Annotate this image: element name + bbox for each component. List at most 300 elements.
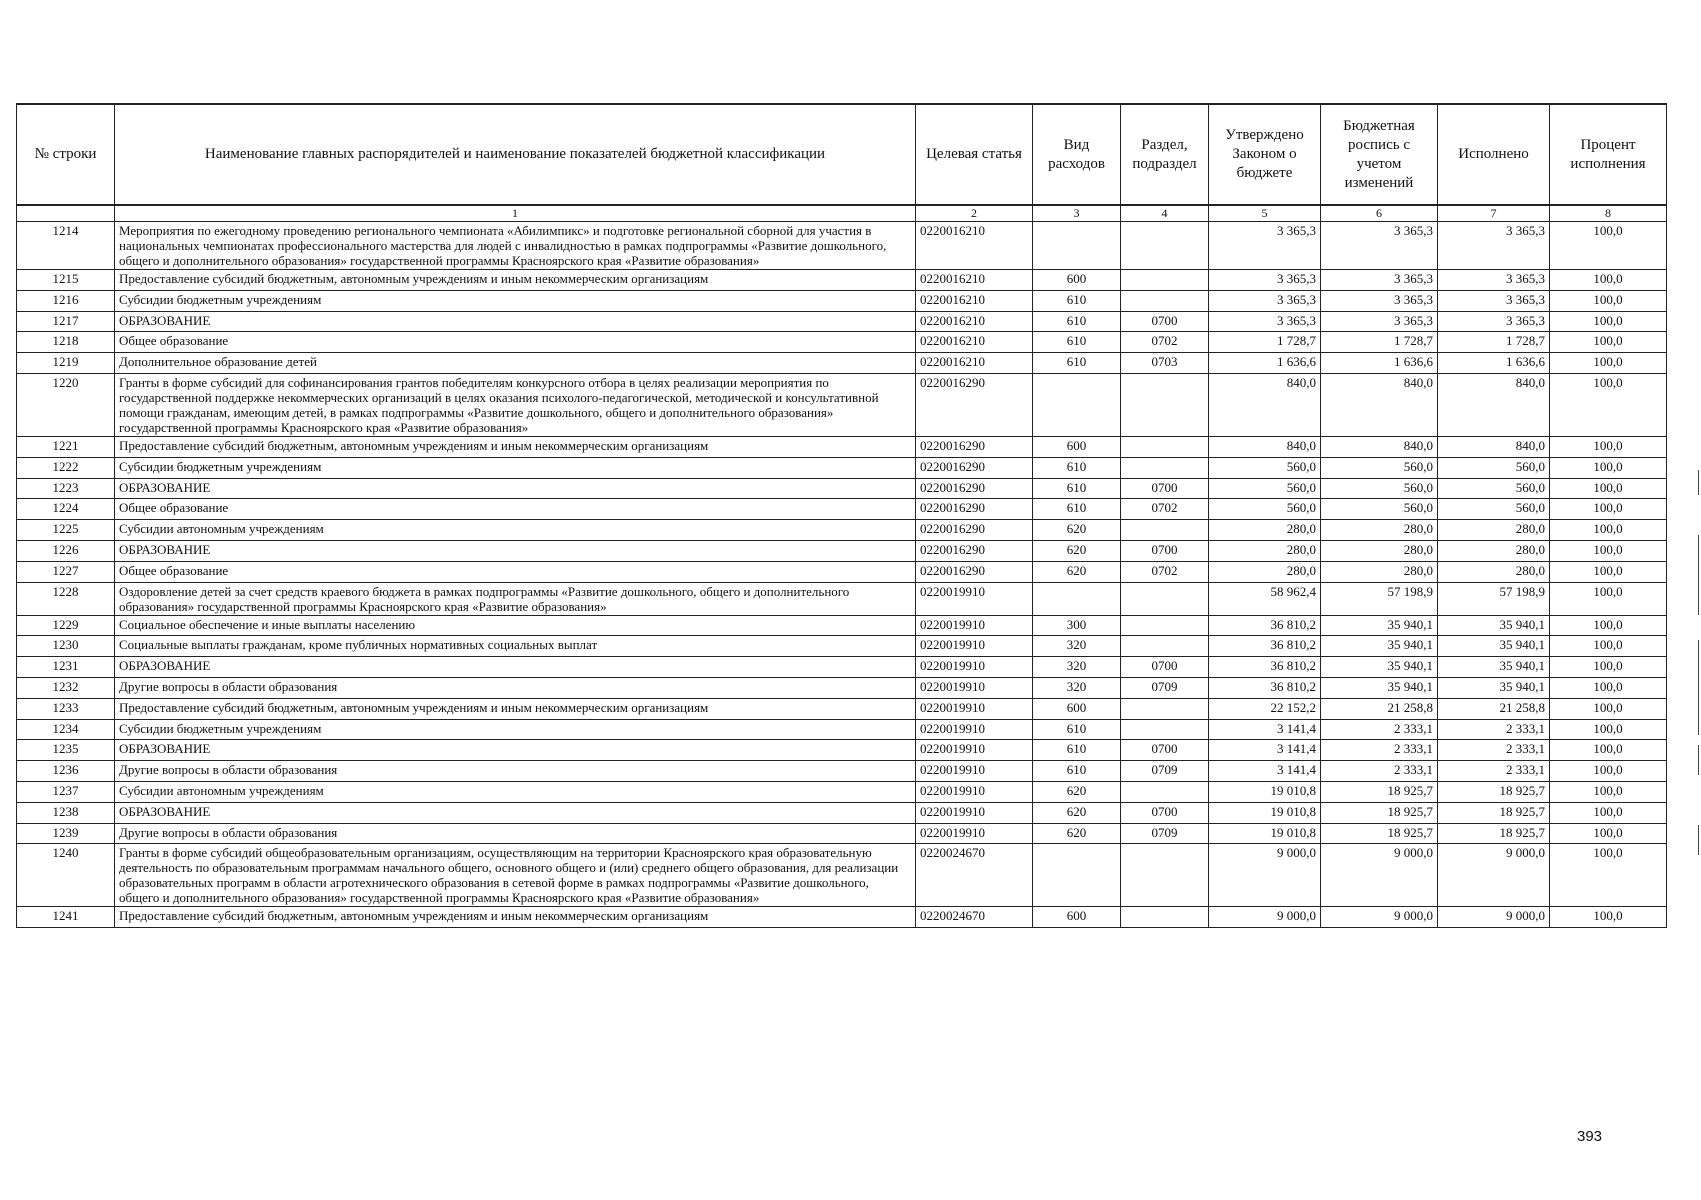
budget-list-cell: 9 000,0 — [1321, 907, 1438, 928]
row-number-cell: 1239 — [17, 823, 115, 844]
approved-cell: 3 141,4 — [1209, 740, 1321, 761]
target-article-cell: 0220016290 — [916, 457, 1033, 478]
percent-cell: 100,0 — [1550, 781, 1667, 802]
section-cell — [1121, 222, 1209, 270]
header-row-num: № строки — [17, 104, 115, 205]
row-number-cell: 1231 — [17, 657, 115, 678]
table-row — [17, 290, 1667, 311]
row-number-cell: 1219 — [17, 353, 115, 374]
table-row — [17, 373, 1667, 436]
budget-table — [16, 103, 1667, 928]
approved-cell: 3 365,3 — [1209, 311, 1321, 332]
table-row — [17, 478, 1667, 499]
row-number-cell: 1223 — [17, 478, 115, 499]
scan-edge-mark — [1698, 470, 1699, 495]
approved-cell: 3 365,3 — [1209, 222, 1321, 270]
table-row — [17, 561, 1667, 582]
percent-cell: 100,0 — [1550, 677, 1667, 698]
header-approved: Утверждено Законом о бюджете — [1209, 104, 1321, 205]
approved-cell: 280,0 — [1209, 540, 1321, 561]
table-row — [17, 332, 1667, 353]
expense-type-cell: 610 — [1033, 740, 1121, 761]
expense-type-cell — [1033, 222, 1121, 270]
budget-list-cell: 35 940,1 — [1321, 657, 1438, 678]
budget-list-cell: 18 925,7 — [1321, 823, 1438, 844]
indicator-name-cell: Предоставление субсидий бюджетным, автономным учреждениям и иным некоммерческим организациям — [115, 698, 916, 719]
row-number-cell: 1229 — [17, 615, 115, 636]
indicator-name-cell: ОБРАЗОВАНИЕ — [115, 540, 916, 561]
indicator-name-cell: ОБРАЗОВАНИЕ — [115, 478, 916, 499]
row-number-cell: 1232 — [17, 677, 115, 698]
percent-cell: 100,0 — [1550, 270, 1667, 291]
approved-cell: 3 141,4 — [1209, 719, 1321, 740]
row-number-cell: 1230 — [17, 636, 115, 657]
percent-cell: 100,0 — [1550, 499, 1667, 520]
section-cell — [1121, 636, 1209, 657]
table-row — [17, 657, 1667, 678]
target-article-cell: 0220019910 — [916, 698, 1033, 719]
section-cell: 0709 — [1121, 823, 1209, 844]
section-cell — [1121, 615, 1209, 636]
table-row — [17, 436, 1667, 457]
percent-cell: 100,0 — [1550, 436, 1667, 457]
budget-list-cell: 280,0 — [1321, 520, 1438, 541]
percent-cell: 100,0 — [1550, 582, 1667, 615]
target-article-cell: 0220016290 — [916, 499, 1033, 520]
indicator-name-cell: Другие вопросы в области образования — [115, 823, 916, 844]
indicator-name-cell: Субсидии автономным учреждениям — [115, 781, 916, 802]
expense-type-cell: 610 — [1033, 761, 1121, 782]
expense-type-cell: 300 — [1033, 615, 1121, 636]
section-cell: 0709 — [1121, 677, 1209, 698]
budget-list-cell: 1 636,6 — [1321, 353, 1438, 374]
target-article-cell: 0220016290 — [916, 436, 1033, 457]
indicator-name-cell: ОБРАЗОВАНИЕ — [115, 311, 916, 332]
header-name: Наименование главных распорядителей и наименование показателей бюджетной классификации — [115, 104, 916, 205]
row-number-cell: 1218 — [17, 332, 115, 353]
expense-type-cell: 610 — [1033, 353, 1121, 374]
budget-list-cell: 2 333,1 — [1321, 761, 1438, 782]
section-cell: 0700 — [1121, 540, 1209, 561]
executed-cell: 9 000,0 — [1438, 844, 1550, 907]
table-header-row — [17, 104, 1667, 205]
executed-cell: 35 940,1 — [1438, 677, 1550, 698]
budget-list-cell: 280,0 — [1321, 540, 1438, 561]
expense-type-cell: 600 — [1033, 436, 1121, 457]
indicator-name-cell: Гранты в форме субсидий общеобразовательным организациям, осуществляющим на территории Красноярского края образовательную деятельность по образовательным программам начального общего, основного общего и (или) среднего общего образования, для реализации образовательных программ в области агротехнического образования в сетевой форме в рамках подпрограммы «Развитие дошкольного, общего и дополнительного образования» государственной программы Красноярского края «Развитие образования» — [115, 844, 916, 907]
table-row — [17, 636, 1667, 657]
indicator-name-cell: Предоставление субсидий бюджетным, автономным учреждениям и иным некоммерческим организациям — [115, 907, 916, 928]
executed-cell: 35 940,1 — [1438, 657, 1550, 678]
table-row — [17, 582, 1667, 615]
approved-cell: 9 000,0 — [1209, 844, 1321, 907]
percent-cell: 100,0 — [1550, 222, 1667, 270]
target-article-cell: 0220016290 — [916, 478, 1033, 499]
row-number-cell: 1228 — [17, 582, 115, 615]
table-row — [17, 740, 1667, 761]
indicator-name-cell: Предоставление субсидий бюджетным, автономным учреждениям и иным некоммерческим организациям — [115, 270, 916, 291]
executed-cell: 840,0 — [1438, 373, 1550, 436]
indicator-name-cell: Мероприятия по ежегодному проведению регионального чемпионата «Абилимпикс» и подготовке региональной сборной для участия в национальных чемпионатах профессионального мастерства для людей с инвалидностью в рамках подпрограммы «Развитие дошкольного, общего и дополнительного образования» государственной программы Красноярского края «Развитие образования» — [115, 222, 916, 270]
target-article-cell: 0220019910 — [916, 823, 1033, 844]
table-row — [17, 677, 1667, 698]
row-number-cell: 1238 — [17, 802, 115, 823]
executed-cell: 1 636,6 — [1438, 353, 1550, 374]
section-cell: 0709 — [1121, 761, 1209, 782]
table-body — [17, 222, 1667, 928]
budget-list-cell: 280,0 — [1321, 561, 1438, 582]
budget-list-cell: 18 925,7 — [1321, 781, 1438, 802]
budget-list-cell: 57 198,9 — [1321, 582, 1438, 615]
approved-cell: 9 000,0 — [1209, 907, 1321, 928]
section-cell: 0700 — [1121, 802, 1209, 823]
percent-cell: 100,0 — [1550, 478, 1667, 499]
approved-cell: 280,0 — [1209, 561, 1321, 582]
row-number-cell: 1235 — [17, 740, 115, 761]
row-number-cell: 1215 — [17, 270, 115, 291]
budget-list-cell: 21 258,8 — [1321, 698, 1438, 719]
target-article-cell: 0220024670 — [916, 907, 1033, 928]
header-target-article: Целевая статья — [916, 104, 1033, 205]
row-number-cell: 1224 — [17, 499, 115, 520]
target-article-cell: 0220016210 — [916, 222, 1033, 270]
section-cell — [1121, 270, 1209, 291]
target-article-cell: 0220016290 — [916, 373, 1033, 436]
expense-type-cell: 620 — [1033, 823, 1121, 844]
executed-cell: 560,0 — [1438, 499, 1550, 520]
executed-cell: 9 000,0 — [1438, 907, 1550, 928]
table-row — [17, 823, 1667, 844]
table-row — [17, 222, 1667, 270]
target-article-cell: 0220019910 — [916, 636, 1033, 657]
row-number-cell: 1216 — [17, 290, 115, 311]
executed-cell: 35 940,1 — [1438, 615, 1550, 636]
percent-cell: 100,0 — [1550, 332, 1667, 353]
indicator-name-cell: Социальное обеспечение и иные выплаты населению — [115, 615, 916, 636]
column-number: 4 — [1121, 205, 1209, 222]
executed-cell: 280,0 — [1438, 540, 1550, 561]
section-cell: 0702 — [1121, 332, 1209, 353]
percent-cell: 100,0 — [1550, 823, 1667, 844]
percent-cell: 100,0 — [1550, 615, 1667, 636]
executed-cell: 280,0 — [1438, 520, 1550, 541]
percent-cell: 100,0 — [1550, 657, 1667, 678]
budget-list-cell: 35 940,1 — [1321, 636, 1438, 657]
target-article-cell: 0220019910 — [916, 657, 1033, 678]
percent-cell: 100,0 — [1550, 520, 1667, 541]
section-cell: 0700 — [1121, 311, 1209, 332]
target-article-cell: 0220016290 — [916, 540, 1033, 561]
percent-cell: 100,0 — [1550, 907, 1667, 928]
expense-type-cell: 610 — [1033, 457, 1121, 478]
table-row — [17, 520, 1667, 541]
target-article-cell: 0220019910 — [916, 761, 1033, 782]
section-cell: 0702 — [1121, 499, 1209, 520]
budget-list-cell: 1 728,7 — [1321, 332, 1438, 353]
expense-type-cell: 320 — [1033, 677, 1121, 698]
approved-cell: 3 365,3 — [1209, 290, 1321, 311]
scan-edge-mark — [1698, 825, 1699, 855]
expense-type-cell — [1033, 582, 1121, 615]
approved-cell: 36 810,2 — [1209, 677, 1321, 698]
expense-type-cell: 600 — [1033, 907, 1121, 928]
table-row — [17, 353, 1667, 374]
percent-cell: 100,0 — [1550, 719, 1667, 740]
scan-edge-mark — [1698, 745, 1699, 775]
approved-cell: 22 152,2 — [1209, 698, 1321, 719]
executed-cell: 3 365,3 — [1438, 290, 1550, 311]
executed-cell: 840,0 — [1438, 436, 1550, 457]
target-article-cell: 0220019910 — [916, 740, 1033, 761]
target-article-cell: 0220019910 — [916, 677, 1033, 698]
approved-cell: 1 636,6 — [1209, 353, 1321, 374]
section-cell: 0703 — [1121, 353, 1209, 374]
budget-list-cell: 3 365,3 — [1321, 290, 1438, 311]
row-number-cell: 1233 — [17, 698, 115, 719]
indicator-name-cell: ОБРАЗОВАНИЕ — [115, 657, 916, 678]
approved-cell: 1 728,7 — [1209, 332, 1321, 353]
approved-cell: 560,0 — [1209, 457, 1321, 478]
column-number: 2 — [916, 205, 1033, 222]
approved-cell: 36 810,2 — [1209, 615, 1321, 636]
percent-cell: 100,0 — [1550, 698, 1667, 719]
target-article-cell: 0220019910 — [916, 802, 1033, 823]
indicator-name-cell: Социальные выплаты гражданам, кроме публичных нормативных социальных выплат — [115, 636, 916, 657]
budget-list-cell: 2 333,1 — [1321, 740, 1438, 761]
expense-type-cell: 610 — [1033, 499, 1121, 520]
table-row — [17, 499, 1667, 520]
indicator-name-cell: Другие вопросы в области образования — [115, 761, 916, 782]
percent-cell: 100,0 — [1550, 561, 1667, 582]
indicator-name-cell: ОБРАЗОВАНИЕ — [115, 740, 916, 761]
executed-cell: 3 365,3 — [1438, 222, 1550, 270]
indicator-name-cell: Оздоровление детей за счет средств краевого бюджета в рамках подпрограммы «Развитие дошкольного, общего и дополнительного образования» государственной программы Красноярского края «Развитие образования» — [115, 582, 916, 615]
approved-cell: 19 010,8 — [1209, 781, 1321, 802]
section-cell — [1121, 719, 1209, 740]
target-article-cell: 0220016290 — [916, 520, 1033, 541]
executed-cell: 57 198,9 — [1438, 582, 1550, 615]
target-article-cell: 0220016210 — [916, 353, 1033, 374]
indicator-name-cell: Субсидии бюджетным учреждениям — [115, 457, 916, 478]
approved-cell: 36 810,2 — [1209, 636, 1321, 657]
row-number-cell: 1222 — [17, 457, 115, 478]
approved-cell: 19 010,8 — [1209, 823, 1321, 844]
percent-cell: 100,0 — [1550, 353, 1667, 374]
target-article-cell: 0220016210 — [916, 290, 1033, 311]
budget-sheet — [16, 103, 1666, 928]
section-cell: 0700 — [1121, 740, 1209, 761]
target-article-cell: 0220016210 — [916, 332, 1033, 353]
expense-type-cell: 610 — [1033, 719, 1121, 740]
budget-list-cell: 560,0 — [1321, 457, 1438, 478]
budget-list-cell: 35 940,1 — [1321, 677, 1438, 698]
header-percent: Процент исполнения — [1550, 104, 1667, 205]
executed-cell: 3 365,3 — [1438, 270, 1550, 291]
section-cell — [1121, 844, 1209, 907]
approved-cell: 3 141,4 — [1209, 761, 1321, 782]
budget-list-cell: 18 925,7 — [1321, 802, 1438, 823]
percent-cell: 100,0 — [1550, 802, 1667, 823]
expense-type-cell: 610 — [1033, 290, 1121, 311]
executed-cell: 18 925,7 — [1438, 823, 1550, 844]
approved-cell: 58 962,4 — [1209, 582, 1321, 615]
target-article-cell: 0220019910 — [916, 582, 1033, 615]
executed-cell: 560,0 — [1438, 478, 1550, 499]
row-number-cell: 1214 — [17, 222, 115, 270]
table-row — [17, 802, 1667, 823]
approved-cell: 19 010,8 — [1209, 802, 1321, 823]
budget-list-cell: 3 365,3 — [1321, 311, 1438, 332]
header-expense-type: Вид расходов — [1033, 104, 1121, 205]
target-article-cell: 0220016210 — [916, 311, 1033, 332]
table-row — [17, 698, 1667, 719]
approved-cell: 36 810,2 — [1209, 657, 1321, 678]
expense-type-cell: 620 — [1033, 561, 1121, 582]
table-row — [17, 311, 1667, 332]
row-number-cell: 1227 — [17, 561, 115, 582]
target-article-cell: 0220019910 — [916, 719, 1033, 740]
section-cell: 0700 — [1121, 478, 1209, 499]
percent-cell: 100,0 — [1550, 290, 1667, 311]
expense-type-cell: 620 — [1033, 520, 1121, 541]
expense-type-cell: 620 — [1033, 540, 1121, 561]
percent-cell: 100,0 — [1550, 636, 1667, 657]
section-cell — [1121, 436, 1209, 457]
indicator-name-cell: Гранты в форме субсидий для софинансирования грантов победителям конкурсного отбора в целях реализации мероприятия по государственной поддержке некоммерческих организаций в целях оказания психолого-педагогической, методической и консультативной помощи гражданам, имеющим детей, в рамках подпрограммы «Развитие дошкольного, общего и дополнительного образования» государственной программы Красноярского края «Развитие образования» — [115, 373, 916, 436]
budget-list-cell: 560,0 — [1321, 499, 1438, 520]
table-row — [17, 540, 1667, 561]
target-article-cell: 0220019910 — [916, 615, 1033, 636]
section-cell: 0702 — [1121, 561, 1209, 582]
section-cell: 0700 — [1121, 657, 1209, 678]
expense-type-cell: 620 — [1033, 781, 1121, 802]
scan-edge-mark — [1698, 535, 1699, 615]
table-row — [17, 719, 1667, 740]
executed-cell: 2 333,1 — [1438, 740, 1550, 761]
section-cell — [1121, 520, 1209, 541]
budget-list-cell: 9 000,0 — [1321, 844, 1438, 907]
executed-cell: 560,0 — [1438, 457, 1550, 478]
target-article-cell: 0220016290 — [916, 561, 1033, 582]
indicator-name-cell: Предоставление субсидий бюджетным, автономным учреждениям и иным некоммерческим организациям — [115, 436, 916, 457]
table-row — [17, 844, 1667, 907]
executed-cell: 2 333,1 — [1438, 719, 1550, 740]
percent-cell: 100,0 — [1550, 311, 1667, 332]
header-section: Раздел, подраздел — [1121, 104, 1209, 205]
approved-cell: 280,0 — [1209, 520, 1321, 541]
expense-type-cell: 320 — [1033, 636, 1121, 657]
percent-cell: 100,0 — [1550, 540, 1667, 561]
section-cell — [1121, 582, 1209, 615]
executed-cell: 3 365,3 — [1438, 311, 1550, 332]
table-row — [17, 457, 1667, 478]
row-number-cell: 1234 — [17, 719, 115, 740]
indicator-name-cell: Дополнительное образование детей — [115, 353, 916, 374]
section-cell — [1121, 781, 1209, 802]
percent-cell: 100,0 — [1550, 740, 1667, 761]
indicator-name-cell: ОБРАЗОВАНИЕ — [115, 802, 916, 823]
table-row — [17, 907, 1667, 928]
percent-cell: 100,0 — [1550, 373, 1667, 436]
section-cell — [1121, 290, 1209, 311]
target-article-cell: 0220016210 — [916, 270, 1033, 291]
table-row — [17, 761, 1667, 782]
table-row — [17, 270, 1667, 291]
indicator-name-cell: Другие вопросы в области образования — [115, 677, 916, 698]
expense-type-cell: 600 — [1033, 698, 1121, 719]
table-row — [17, 615, 1667, 636]
expense-type-cell: 620 — [1033, 802, 1121, 823]
row-number-cell: 1240 — [17, 844, 115, 907]
row-number-cell: 1220 — [17, 373, 115, 436]
column-number: 6 — [1321, 205, 1438, 222]
expense-type-cell: 610 — [1033, 478, 1121, 499]
executed-cell: 21 258,8 — [1438, 698, 1550, 719]
percent-cell: 100,0 — [1550, 457, 1667, 478]
indicator-name-cell: Субсидии автономным учреждениям — [115, 520, 916, 541]
section-cell — [1121, 907, 1209, 928]
row-number-cell: 1241 — [17, 907, 115, 928]
approved-cell: 560,0 — [1209, 478, 1321, 499]
executed-cell: 35 940,1 — [1438, 636, 1550, 657]
expense-type-cell: 600 — [1033, 270, 1121, 291]
target-article-cell: 0220019910 — [916, 781, 1033, 802]
row-number-cell: 1226 — [17, 540, 115, 561]
expense-type-cell: 610 — [1033, 332, 1121, 353]
expense-type-cell: 320 — [1033, 657, 1121, 678]
budget-list-cell: 3 365,3 — [1321, 270, 1438, 291]
column-number: 3 — [1033, 205, 1121, 222]
executed-cell: 18 925,7 — [1438, 781, 1550, 802]
column-number — [17, 205, 115, 222]
column-number: 7 — [1438, 205, 1550, 222]
scan-edge-mark — [1698, 640, 1699, 735]
section-cell — [1121, 457, 1209, 478]
executed-cell: 1 728,7 — [1438, 332, 1550, 353]
budget-list-cell: 560,0 — [1321, 478, 1438, 499]
approved-cell: 840,0 — [1209, 436, 1321, 457]
table-row — [17, 781, 1667, 802]
page-number: 393 — [1577, 1128, 1603, 1145]
column-number: 5 — [1209, 205, 1321, 222]
budget-list-cell: 840,0 — [1321, 436, 1438, 457]
percent-cell: 100,0 — [1550, 844, 1667, 907]
budget-list-cell: 840,0 — [1321, 373, 1438, 436]
approved-cell: 560,0 — [1209, 499, 1321, 520]
percent-cell: 100,0 — [1550, 761, 1667, 782]
column-number-row — [17, 205, 1667, 222]
expense-type-cell — [1033, 844, 1121, 907]
indicator-name-cell: Общее образование — [115, 332, 916, 353]
column-number: 8 — [1550, 205, 1667, 222]
column-number: 1 — [115, 205, 916, 222]
header-executed: Исполнено — [1438, 104, 1550, 205]
indicator-name-cell: Субсидии бюджетным учреждениям — [115, 719, 916, 740]
indicator-name-cell: Общее образование — [115, 561, 916, 582]
expense-type-cell — [1033, 373, 1121, 436]
indicator-name-cell: Субсидии бюджетным учреждениям — [115, 290, 916, 311]
section-cell — [1121, 698, 1209, 719]
executed-cell: 280,0 — [1438, 561, 1550, 582]
row-number-cell: 1237 — [17, 781, 115, 802]
approved-cell: 3 365,3 — [1209, 270, 1321, 291]
row-number-cell: 1221 — [17, 436, 115, 457]
executed-cell: 2 333,1 — [1438, 761, 1550, 782]
approved-cell: 840,0 — [1209, 373, 1321, 436]
row-number-cell: 1225 — [17, 520, 115, 541]
expense-type-cell: 610 — [1033, 311, 1121, 332]
header-budget-list: Бюджетная роспись с учетом изменений — [1321, 104, 1438, 205]
